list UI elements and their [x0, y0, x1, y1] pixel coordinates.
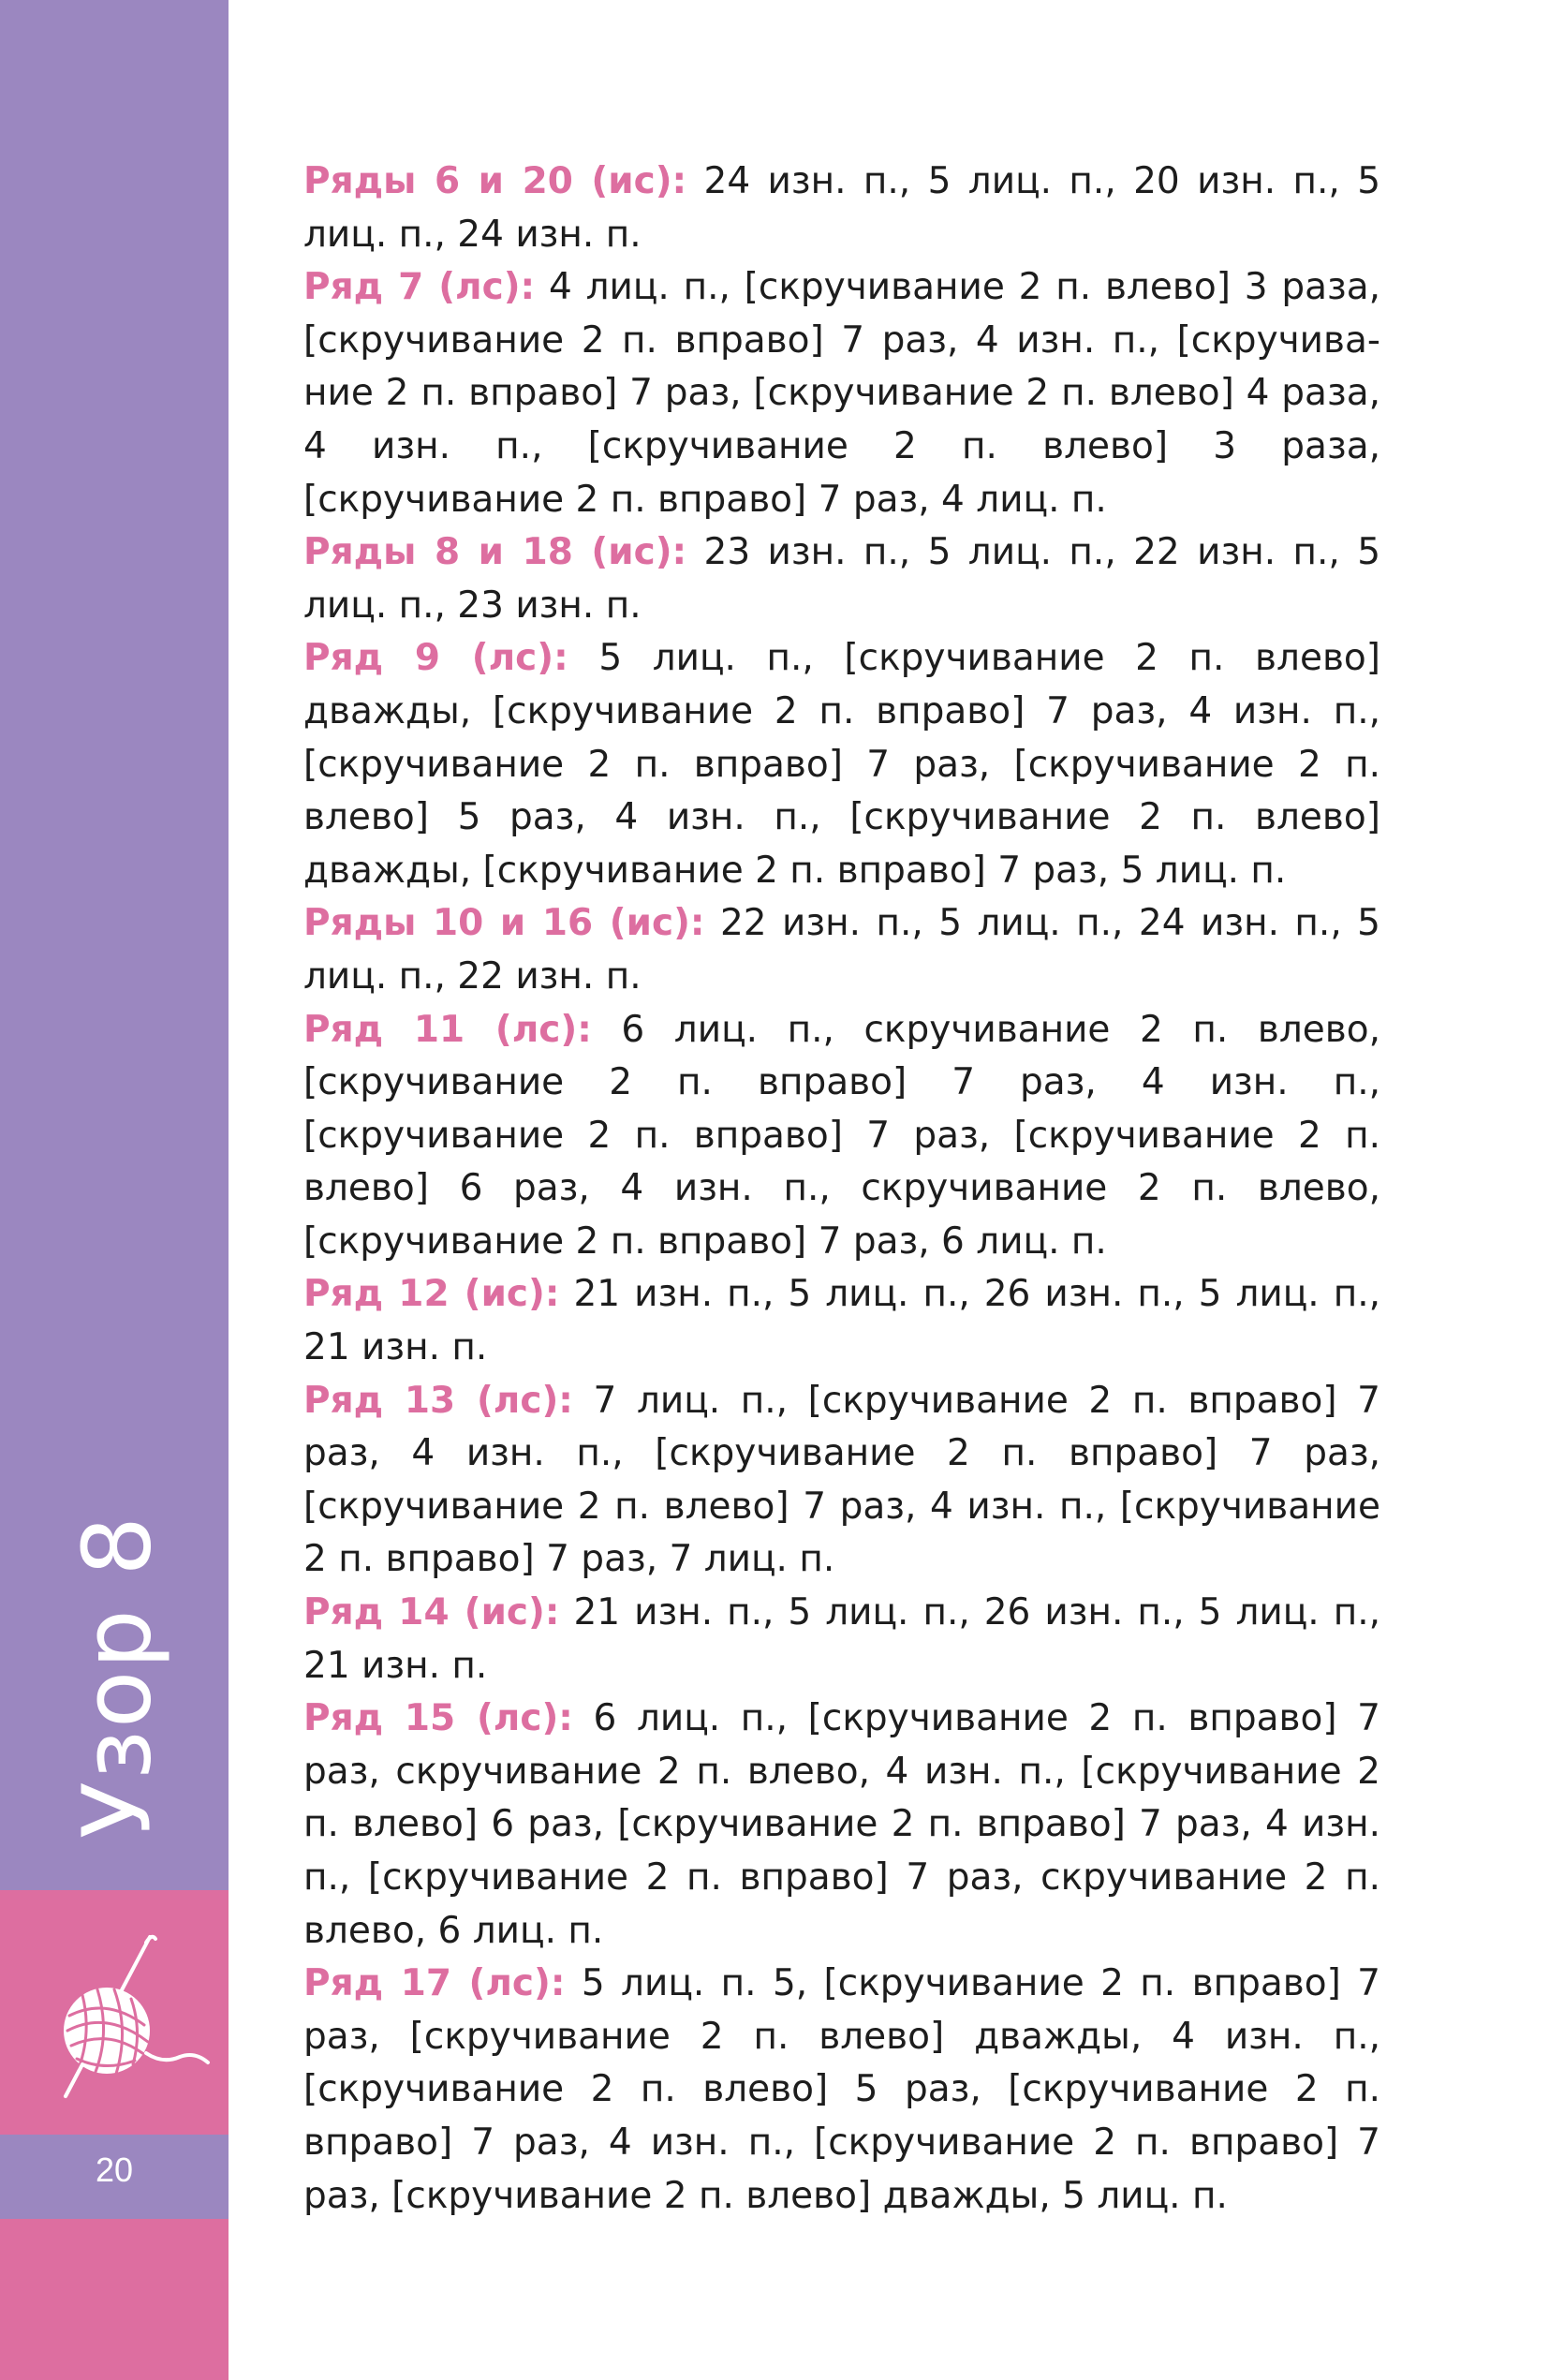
section-title — [37, 1499, 197, 1855]
row-text: 21 изн. п., 5 лиц. п., 26 изн. п., 5 лиц. п., 21 изн. п. — [303, 1591, 1380, 1687]
page-number: 20 — [95, 2151, 134, 2189]
row-text: 4 лиц. п., [скручивание 2 п. влево] 3 раза, [скручивание 2 п. вправо] 7 раз, 4 изн. п., [скручивание 2 п. вправо] 7 раз, [скручивание 2 п. влево] 4 раза, 4 изн. п., [скручивание 2 п. влево] 3 раза, [скручивание 2 п. вправо] 7 раз, 4 лиц. п. — [303, 266, 1381, 521]
yarn-ball-crochet-hook-icon — [49, 1929, 217, 2107]
instruction-row — [303, 897, 1380, 1003]
section-title-text: Узор 8 — [62, 1514, 172, 1840]
instruction-row — [303, 526, 1380, 632]
row-text: 7 лиц. п., [скручивание 2 п. вправо] 7 раз, 4 изн. п., [скручивание 2 п. вправо] 7 раз, [скручивание 2 п. влево] 7 раз, 4 изн. п., [скручивание 2 п. вправо] 7 раз, 7 лиц. п. — [303, 1379, 1380, 1581]
sidebar-bottom-band — [0, 2219, 229, 2380]
instruction-row — [303, 1693, 1380, 1958]
row-text: 24 изн. п., 5 лиц. п., 20 изн. п., 5 лиц. п., 24 изн. п. — [303, 160, 1381, 256]
row-text: 6 лиц. п., [скручивание 2 п. вправо] 7 раз, скручивание 2 п. влево, 4 изн. п., [скручивание 2 п. влево] 6 раз, [скручивание 2 п. вправо] 7 раз, 4 изн. п., [скручивание 2 п. вправо] 7 раз, скручивание 2 п. влево, 6 лиц. п. — [303, 1697, 1380, 1952]
instruction-row — [303, 261, 1380, 526]
row-heading: Ряд 15 (лс): — [303, 1697, 573, 1740]
row-text: 23 изн. п., 5 лиц. п., 22 изн. п., 5 лиц. п., 23 изн. п. — [303, 531, 1381, 627]
instruction-row — [303, 632, 1380, 897]
instruction-row — [303, 1004, 1380, 1269]
instruction-row — [303, 155, 1380, 261]
row-heading: Ряд 11 (лс): — [303, 1008, 592, 1051]
row-heading: Ряд 7 (лс): — [303, 266, 536, 309]
instruction-row — [303, 1958, 1380, 2223]
row-text: 5 лиц. п., [скручивание 2 п. влево] дважды, [скручивание 2 п. вправо] 7 раз, 4 изн. п., [скручивание 2 п. вправо] 7 раз, [скручивание 2 п. влево] 5 раз, 4 изн. п., [скручивание 2 п. влево] дважды, [скручивание 2 п. вправо] 7 раз, 5 лиц. п. — [303, 637, 1381, 892]
row-heading: Ряды 6 и 20 (ис): — [303, 160, 687, 202]
instruction-row — [303, 1268, 1380, 1374]
row-text: 22 изн. п., 5 лиц. п., 24 изн. п., 5 лиц. п., 22 изн. п. — [303, 902, 1380, 998]
row-heading: Ряд 14 (ис): — [303, 1591, 560, 1634]
instruction-row — [303, 1375, 1380, 1587]
row-heading: Ряды 10 и 16 (ис): — [303, 902, 705, 945]
row-heading: Ряд 9 (лс): — [303, 637, 568, 680]
row-heading: Ряд 17 (лс): — [303, 1962, 566, 2005]
row-text: 6 лиц. п., скручивание 2 п. влево, [скручивание 2 п. вправо] 7 раз, 4 изн. п., [скручивание 2 п. вправо] 7 раз, [скручивание 2 п. влево] 6 раз, 4 изн. п., скручивание 2 п. влево, [скручивание 2 п. вправо] 7 раз, 6 лиц. п. — [303, 1008, 1380, 1263]
row-text: 21 изн. п., 5 лиц. п., 26 изн. п., 5 лиц. п., 21 изн. п. — [303, 1273, 1380, 1369]
instruction-row — [303, 1587, 1380, 1693]
row-heading: Ряды 8 и 18 (ис): — [303, 531, 687, 574]
row-text: 5 лиц. п. 5, [скручивание 2 п. вправо] 7 раз, [скручивание 2 п. влево] дважды, 4 изн. п., [скручивание 2 п. влево] 5 раз, [скручивание 2 п. вправо] 7 раз, 4 изн. п., [скручивание 2 п. вправо] 7 раз, [скручивание 2 п. влево] дважды, 5 лиц. п. — [303, 1962, 1380, 2217]
row-heading: Ряд 12 (ис): — [303, 1273, 560, 1316]
pattern-instructions — [303, 155, 1380, 2223]
row-heading: Ряд 13 (лс): — [303, 1379, 573, 1422]
